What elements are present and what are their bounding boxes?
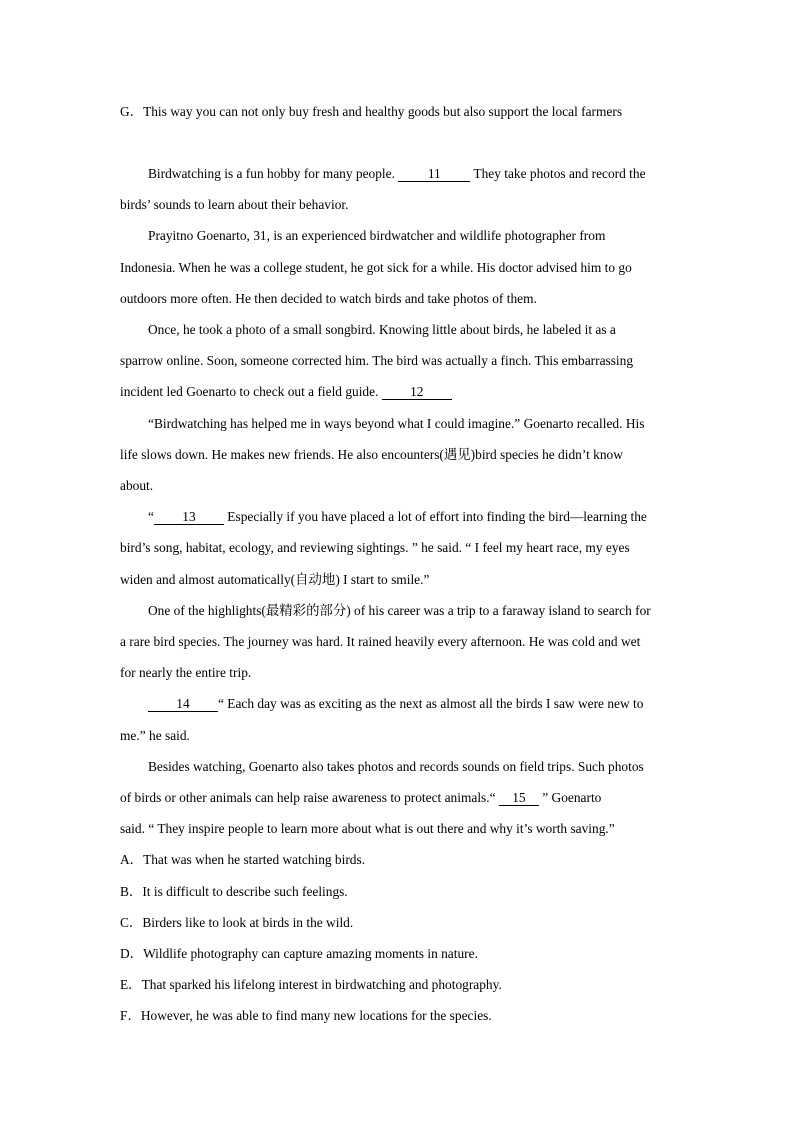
option-text: This way you can not only buy fresh and healthy goods but also support the local farmers bbox=[143, 104, 623, 119]
option-g bbox=[120, 103, 622, 121]
blank-11[interactable]: 11 bbox=[398, 166, 470, 182]
option-a bbox=[120, 851, 365, 869]
passage-text: incident led Goenarto to check out a field guide. bbox=[120, 384, 382, 399]
passage-line: a rare bird species. The journey was hard. It rained heavily every afternoon. He was cold and wet bbox=[120, 634, 641, 649]
passage-line bbox=[148, 508, 647, 526]
passage-text: Especially if you have placed a lot of effort into finding the bird—learning the bbox=[223, 509, 647, 524]
option-label: F． bbox=[120, 1008, 141, 1023]
passage-text: They take photos and record the bbox=[470, 166, 646, 181]
passage-line: life slows down. He makes new friends. He also encounters(遇见)bird species he didn’t know bbox=[120, 447, 623, 462]
passage-text: of birds or other animals can help raise awareness to protect animals.“ bbox=[120, 790, 499, 805]
passage-line: Prayitno Goenarto, 31, is an experienced birdwatcher and wildlife photographer from bbox=[148, 228, 606, 243]
option-text: Birders like to look at birds in the wild. bbox=[142, 915, 354, 930]
option-label: A． bbox=[120, 852, 144, 867]
option-label: E． bbox=[120, 977, 142, 992]
option-text: However, he was able to find many new locations for the species. bbox=[140, 1008, 492, 1023]
passage-text: Birdwatching is a fun hobby for many people. bbox=[148, 166, 399, 181]
blank-14[interactable]: 14 bbox=[148, 696, 218, 712]
option-e bbox=[120, 976, 502, 994]
passage-line bbox=[148, 165, 646, 183]
passage-line: outdoors more often. He then decided to watch birds and take photos of them. bbox=[120, 291, 537, 306]
option-label: C． bbox=[120, 915, 143, 930]
option-text: Wildlife photography can capture amazing moments in nature. bbox=[143, 946, 478, 961]
passage-line: Besides watching, Goenarto also takes photos and records sounds on field trips. Such photos bbox=[148, 759, 644, 774]
passage-line: Indonesia. When he was a college student, he got sick for a while. His doctor advised him to go bbox=[120, 260, 632, 275]
passage-line: me.” he said. bbox=[120, 728, 190, 743]
passage-text: “ bbox=[148, 509, 154, 524]
passage-line: One of the highlights(最精彩的部分) of his career was a trip to a faraway island to search for bbox=[148, 603, 651, 618]
option-d bbox=[120, 945, 478, 963]
passage-line: bird’s song, habitat, ecology, and reviewing sightings. ” he said. “ I feel my heart race, my eyes bbox=[120, 540, 630, 555]
option-text: It is difficult to describe such feelings. bbox=[142, 884, 348, 899]
option-text: That was when he started watching birds. bbox=[143, 852, 366, 867]
passage-line bbox=[148, 695, 643, 713]
blank-12[interactable]: 12 bbox=[382, 384, 452, 400]
passage-line: said. “ They inspire people to learn more about what is out there and why it’s worth saving.” bbox=[120, 821, 615, 836]
option-b bbox=[120, 883, 348, 901]
blank-15[interactable]: 15 bbox=[499, 790, 539, 806]
passage-text: “ Each day was as exciting as the next as almost all the birds I saw were new to bbox=[218, 696, 644, 711]
passage-line: Once, he took a photo of a small songbird. Knowing little about birds, he labeled it as a bbox=[148, 322, 616, 337]
option-text: That sparked his lifelong interest in birdwatching and photography. bbox=[141, 977, 502, 992]
passage-text: ” Goenarto bbox=[538, 790, 602, 805]
passage-line bbox=[120, 383, 452, 401]
passage-line bbox=[120, 789, 601, 807]
passage-line: sparrow online. Soon, someone corrected him. The bird was actually a finch. This embarrassing bbox=[120, 353, 634, 368]
option-f bbox=[120, 1007, 492, 1025]
option-label: B． bbox=[120, 884, 143, 899]
passage-line: for nearly the entire trip. bbox=[120, 665, 252, 680]
option-label: D． bbox=[120, 946, 144, 961]
passage-line: widen and almost automatically(自动地) I start to smile.” bbox=[120, 572, 430, 587]
passage-line: “Birdwatching has helped me in ways beyond what I could imagine.” Goenarto recalled. His bbox=[148, 416, 645, 431]
option-c bbox=[120, 914, 353, 932]
passage-line: about. bbox=[120, 478, 154, 493]
option-label: G． bbox=[120, 104, 144, 119]
blank-13[interactable]: 13 bbox=[154, 509, 224, 525]
passage-line: birds’ sounds to learn about their behavior. bbox=[120, 197, 349, 212]
